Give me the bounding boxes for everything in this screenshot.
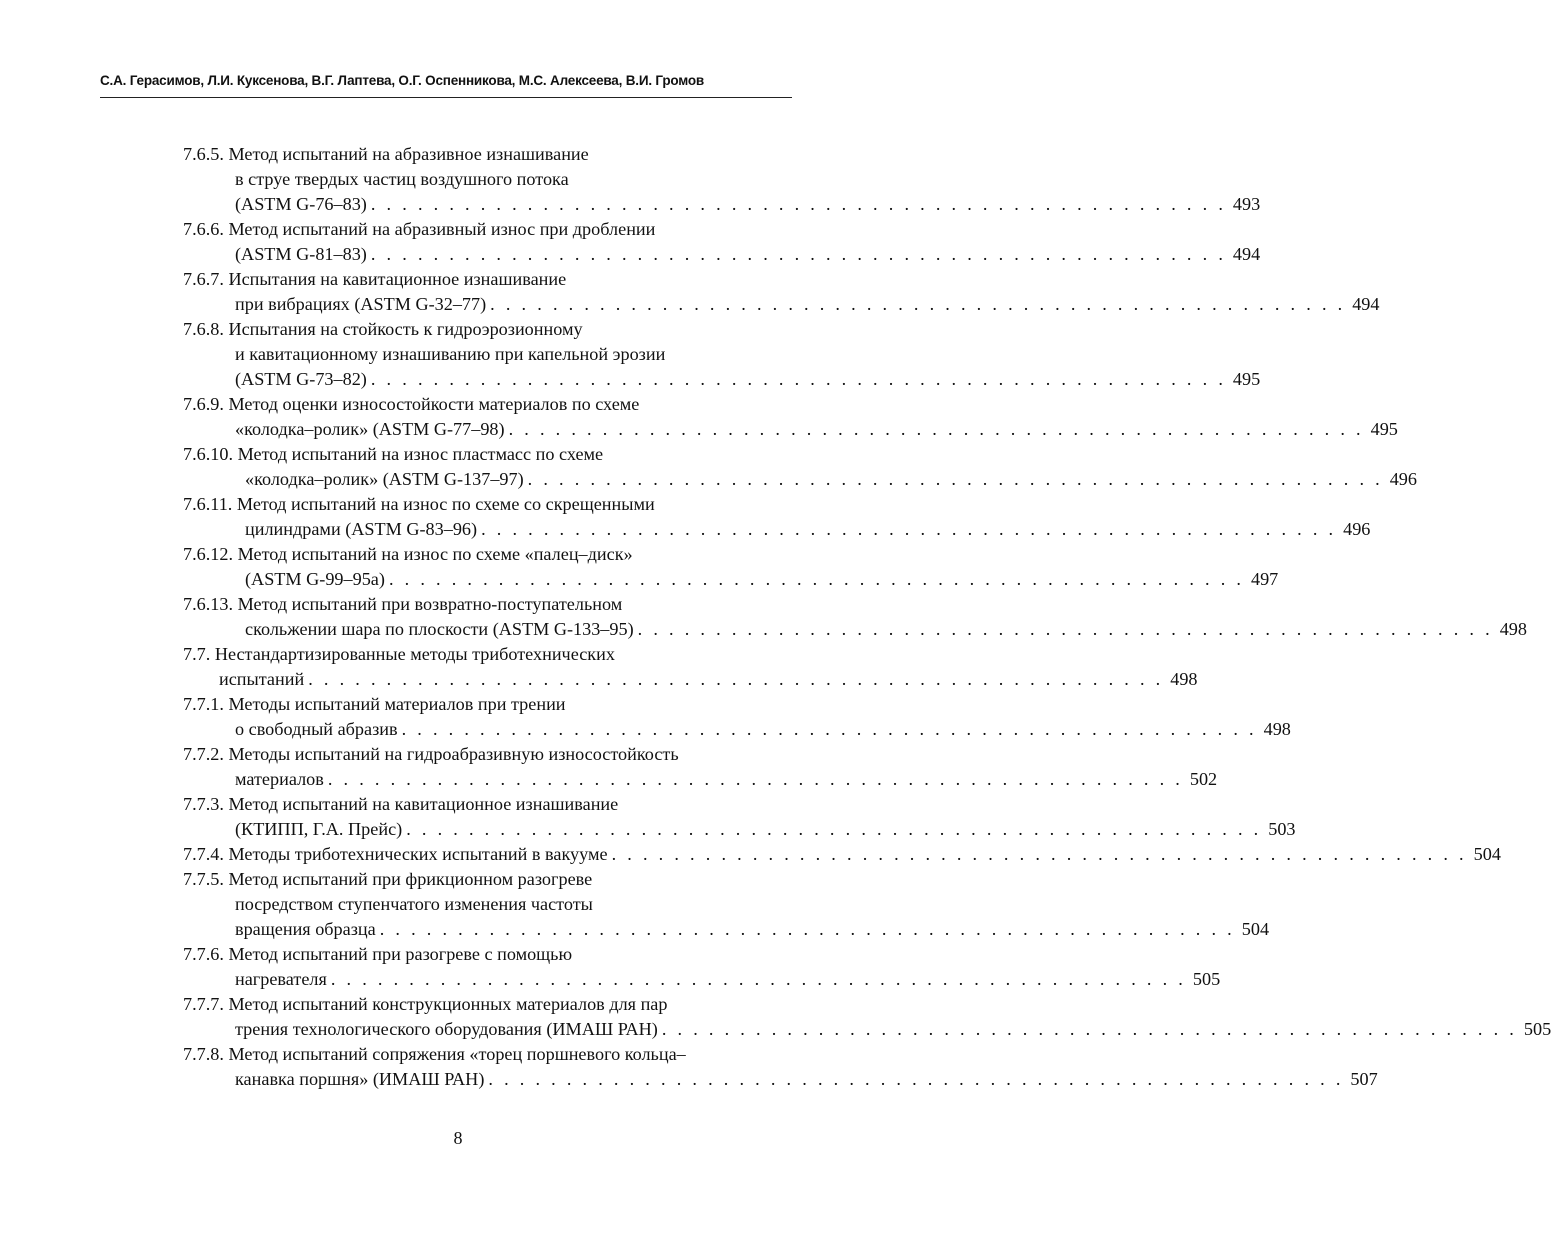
toc-entry-text: 7.7.1. Методы испытаний материалов при трении [183,694,566,714]
toc-entry [183,867,1270,942]
toc-entry-text: 7.7.3. Метод испытаний на кавитационное изнашивание [183,794,619,814]
toc-entry-text: (ASTM G-73–82) [235,369,367,389]
toc-entry-text: канавка поршня» (ИМАШ РАН) [235,1069,485,1089]
dot-leader: . . . . . . . . . . . . . . . . . . . . . . . . . . . . . . . . . . . . . . . . . . . . . . . . . . . . . . . [661,1019,1518,1039]
toc-entry-text: (КТИПП, Г.А. Прейс) [235,819,403,839]
toc-entry-text: трения технологического оборудования (ИМАШ РАН) [235,1019,658,1039]
dot-leader: . . . . . . . . . . . . . . . . . . . . . . . . . . . . . . . . . . . . . . . . . . . . . . . . . . . . . . . [379,919,1236,939]
toc-entry [183,442,1417,492]
toc-entry-text: скольжении шара по плоскости (ASTM G-133–95) [245,619,634,639]
toc-page-number: 494 [1352,294,1380,314]
toc-entry [183,1042,1378,1092]
toc-entry-text: о свободный абразив [235,719,398,739]
toc-entry-text: 7.6.7. Испытания на кавитационное изнашивание [183,269,567,289]
toc-entry [183,992,1551,1042]
toc-entry-text: 7.6.13. Метод испытаний при возвратно-поступательном [183,594,623,614]
toc-entry-text: 7.7.5. Метод испытаний при фрикционном разогреве [183,869,593,889]
toc-entry-text: 7.7.8. Метод испытаний сопряжения «торец поршневого кольца– [183,1044,686,1064]
dot-leader: . . . . . . . . . . . . . . . . . . . . . . . . . . . . . . . . . . . . . . . . . . . . . . . . . . . . . . . [637,619,1493,639]
toc-page-number: 507 [1350,1069,1378,1089]
toc-entry-text: 7.7.4. Методы триботехнических испытаний в вакууме [183,844,608,864]
toc-entry [183,592,1527,642]
toc-entry-text: испытаний [219,669,305,689]
toc-entry-text: 7.7.2. Методы испытаний на гидроабразивную износостойкость [183,744,679,764]
toc-entry-text: 7.6.8. Испытания на стойкость к гидроэрозионному [183,319,583,339]
dot-leader: . . . . . . . . . . . . . . . . . . . . . . . . . . . . . . . . . . . . . . . . . . . . . . . . . . . . . . . [481,519,1337,539]
toc-entry-text: цилиндрами (ASTM G-83–96) [245,519,478,539]
toc-entry-text: 7.6.10. Метод испытаний на износ пластмасс по схеме [183,444,604,464]
toc-page-number: 495 [1232,369,1261,389]
toc-entry-text: вращения образца [235,919,376,939]
toc-page-number: 504 [1241,919,1270,939]
dot-leader: . . . . . . . . . . . . . . . . . . . . . . . . . . . . . . . . . . . . . . . . . . . . . . . . . . . . . . . [388,569,1245,589]
toc-page-number: 496 [1343,519,1371,539]
toc-entry-text: нагревателя [235,969,327,989]
toc-entry-text: (ASTM G-81–83) [235,244,367,264]
toc-entry [183,792,1296,842]
toc-page-number: 495 [1370,419,1398,439]
toc-entry-text: и кавитационному изнашиванию при капельной эрозии [235,344,666,364]
table-of-contents [183,142,1551,1092]
toc-entry-text: (ASTM G-99–95a) [245,569,385,589]
dot-leader: . . . . . . . . . . . . . . . . . . . . . . . . . . . . . . . . . . . . . . . . . . . . . . . . . . . . . . . [370,244,1227,264]
dot-leader: . . . . . . . . . . . . . . . . . . . . . . . . . . . . . . . . . . . . . . . . . . . . . . . . . . . . . . . [527,469,1383,489]
toc-entry [183,392,1398,442]
toc-entry [183,142,1261,217]
toc-entry [183,317,1261,392]
toc-page-number: 496 [1389,469,1417,489]
dot-leader: . . . . . . . . . . . . . . . . . . . . . . . . . . . . . . . . . . . . . . . . . . . . . . . . . . . . . . . [401,719,1257,739]
toc-entry-text: посредством ступенчатого изменения частоты [235,894,593,914]
dot-leader: . . . . . . . . . . . . . . . . . . . . . . . . . . . . . . . . . . . . . . . . . . . . . . . . . . . . . . . [508,419,1364,439]
toc-entry-text: (ASTM G-76–83) [235,194,367,214]
dot-leader: . . . . . . . . . . . . . . . . . . . . . . . . . . . . . . . . . . . . . . . . . . . . . . . . . . . . . . . [308,669,1164,689]
toc-page-number: 505 [1192,969,1221,989]
toc-page-number: 494 [1232,244,1261,264]
toc-entry-text: 7.7.7. Метод испытаний конструкционных материалов для пар [183,994,668,1014]
toc-entry [183,642,1198,692]
toc-entry-text: 7.6.9. Метод оценки износостойкости материалов по схеме [183,394,640,414]
toc-entry-text: 7.6.5. Метод испытаний на абразивное изнашивание [183,144,589,164]
dot-leader: . . . . . . . . . . . . . . . . . . . . . . . . . . . . . . . . . . . . . . . . . . . . . . . . . . . . . . . [327,769,1184,789]
toc-page-number: 503 [1268,819,1296,839]
toc-page-number: 497 [1250,569,1279,589]
toc-entry [183,742,1218,792]
toc-entry-text: 7.6.12. Метод испытаний на износ по схеме «палец–диск» [183,544,633,564]
toc-entry [183,542,1279,592]
dot-leader: . . . . . . . . . . . . . . . . . . . . . . . . . . . . . . . . . . . . . . . . . . . . . . . . . . . . . . . [611,844,1467,864]
dot-leader: . . . . . . . . . . . . . . . . . . . . . . . . . . . . . . . . . . . . . . . . . . . . . . . . . . . . . . . [330,969,1187,989]
dot-leader: . . . . . . . . . . . . . . . . . . . . . . . . . . . . . . . . . . . . . . . . . . . . . . . . . . . . . . . [370,194,1227,214]
toc-page-number: 498 [1170,669,1198,689]
toc-page-number: 498 [1263,719,1291,739]
toc-entry [183,692,1291,742]
toc-entry-text: материалов [235,769,324,789]
page-number: 8 [453,1128,463,1148]
dot-leader: . . . . . . . . . . . . . . . . . . . . . . . . . . . . . . . . . . . . . . . . . . . . . . . . . . . . . . . [406,819,1262,839]
toc-entry [183,942,1221,992]
toc-entry-text: в струе твердых частиц воздушного потока [235,169,569,189]
toc-page-number: 505 [1523,1019,1551,1039]
toc-entry-text: 7.6.6. Метод испытаний на абразивный износ при дроблении [183,219,656,239]
toc-entry-text: 7.7. Нестандартизированные методы триботехнических [183,644,615,664]
toc-entry-text: «колодка–ролик» (ASTM G-137–97) [245,469,524,489]
running-header: С.А. Герасимов, Л.И. Куксенова, В.Г. Лаптева, О.Г. Оспенникова, М.С. Алексеева, В.И. Громов [100,73,705,88]
toc-page-number: 502 [1189,769,1218,789]
toc-entry [183,267,1380,317]
toc-entry-text: 7.6.11. Метод испытаний на износ по схеме со скрещенными [183,494,655,514]
toc-page-number: 493 [1232,194,1261,214]
toc-entry [183,492,1371,542]
toc-entry [183,217,1261,267]
toc-entry [183,842,1501,867]
dot-leader: . . . . . . . . . . . . . . . . . . . . . . . . . . . . . . . . . . . . . . . . . . . . . . . . . . . . . . . [370,369,1227,389]
dot-leader: . . . . . . . . . . . . . . . . . . . . . . . . . . . . . . . . . . . . . . . . . . . . . . . . . . . . . . . [488,1069,1344,1089]
dot-leader: . . . . . . . . . . . . . . . . . . . . . . . . . . . . . . . . . . . . . . . . . . . . . . . . . . . . . . . [490,294,1346,314]
toc-entry-text: «колодка–ролик» (ASTM G-77–98) [235,419,505,439]
toc-page-number: 504 [1473,844,1501,864]
toc-page-number: 498 [1499,619,1527,639]
header-rule [100,97,792,98]
toc-entry-text: 7.7.6. Метод испытаний при разогреве с помощью [183,944,573,964]
toc-entry-text: при вибрациях (ASTM G-32–77) [235,294,487,314]
